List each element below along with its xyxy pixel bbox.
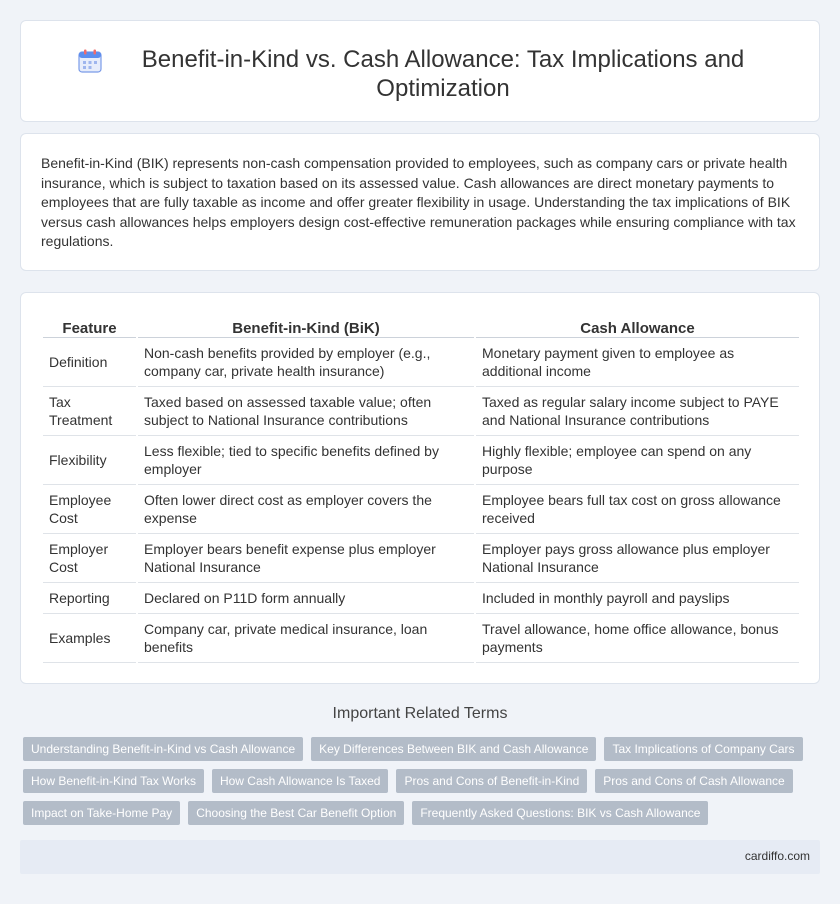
table-row [43, 435, 799, 484]
row-cash: Highly flexible; employee can spend on any purpose [475, 435, 799, 484]
related-term-tag[interactable]: Key Differences Between BIK and Cash Allowance [311, 737, 596, 761]
row-bik: Non-cash benefits provided by employer (e.g., company car, private health insurance) [137, 337, 475, 386]
row-cash: Monetary payment given to employee as additional income [475, 337, 799, 386]
related-term-tag[interactable]: Pros and Cons of Cash Allowance [595, 769, 792, 793]
row-feature: Employer Cost [43, 533, 137, 582]
related-terms-list [23, 737, 803, 825]
related-term-tag[interactable]: Understanding Benefit-in-Kind vs Cash Allowance [23, 737, 303, 761]
table-row [43, 533, 799, 582]
row-feature: Flexibility [43, 435, 137, 484]
row-feature: Tax Treatment [43, 386, 137, 435]
intro-card [20, 133, 820, 271]
row-feature: Reporting [43, 582, 137, 613]
page-title: Benefit-in-Kind vs. Cash Allowance: Tax Implications and Optimization [141, 46, 745, 102]
table-row [43, 613, 799, 662]
row-bik: Employer bears benefit expense plus employer National Insurance [137, 533, 475, 582]
intro-paragraph: Benefit-in-Kind (BIK) represents non-cash compensation provided to employees, such as company cars or private health insurance, which is subject to taxation based on its assessed value. Cash allowances are direct monetary payments to employees that are fully taxable as income and offer greater flexibility in usage. Understanding the tax implications of BIK versus cash allowances helps employers design cost-effective remuneration packages while ensuring compliance with tax regulations. [41, 155, 796, 250]
row-cash: Employee bears full tax cost on gross allowance received [475, 484, 799, 533]
comparison-card [20, 292, 820, 684]
table-header-row [43, 313, 799, 337]
row-feature: Definition [43, 337, 137, 386]
related-term-tag[interactable]: Frequently Asked Questions: BIK vs Cash Allowance [412, 801, 708, 825]
table-row [43, 386, 799, 435]
footer [20, 840, 820, 874]
header-bik: Benefit-in-Kind (BiK) [137, 313, 475, 337]
related-terms-title: Important Related Terms [332, 705, 508, 722]
calendar-icon [77, 48, 103, 74]
table-row [43, 582, 799, 613]
table-row [43, 484, 799, 533]
header-feature: Feature [43, 313, 137, 337]
footer-site-link[interactable]: cardiffo.com [744, 849, 810, 863]
related-term-tag[interactable]: Pros and Cons of Benefit-in-Kind [396, 769, 587, 793]
row-bik: Less flexible; tied to specific benefits defined by employer [137, 435, 475, 484]
related-term-tag[interactable]: How Cash Allowance Is Taxed [212, 769, 389, 793]
related-term-tag[interactable]: Choosing the Best Car Benefit Option [188, 801, 404, 825]
row-feature: Employee Cost [43, 484, 137, 533]
row-bik: Often lower direct cost as employer covers the expense [137, 484, 475, 533]
row-cash: Employer pays gross allowance plus employer National Insurance [475, 533, 799, 582]
title-card [20, 20, 820, 122]
related-term-tag[interactable]: Impact on Take-Home Pay [23, 801, 180, 825]
row-cash: Taxed as regular salary income subject to PAYE and National Insurance contributions [475, 386, 799, 435]
row-bik: Taxed based on assessed taxable value; often subject to National Insurance contributions [137, 386, 475, 435]
table-row [43, 337, 799, 386]
related-term-tag[interactable]: How Benefit-in-Kind Tax Works [23, 769, 204, 793]
row-bik: Company car, private medical insurance, loan benefits [137, 613, 475, 662]
row-cash: Travel allowance, home office allowance, bonus payments [475, 613, 799, 662]
row-cash: Included in monthly payroll and payslips [475, 582, 799, 613]
comparison-table [43, 313, 799, 663]
header-cash: Cash Allowance [475, 313, 799, 337]
row-bik: Declared on P11D form annually [137, 582, 475, 613]
row-feature: Examples [43, 613, 137, 662]
related-term-tag[interactable]: Tax Implications of Company Cars [604, 737, 802, 761]
